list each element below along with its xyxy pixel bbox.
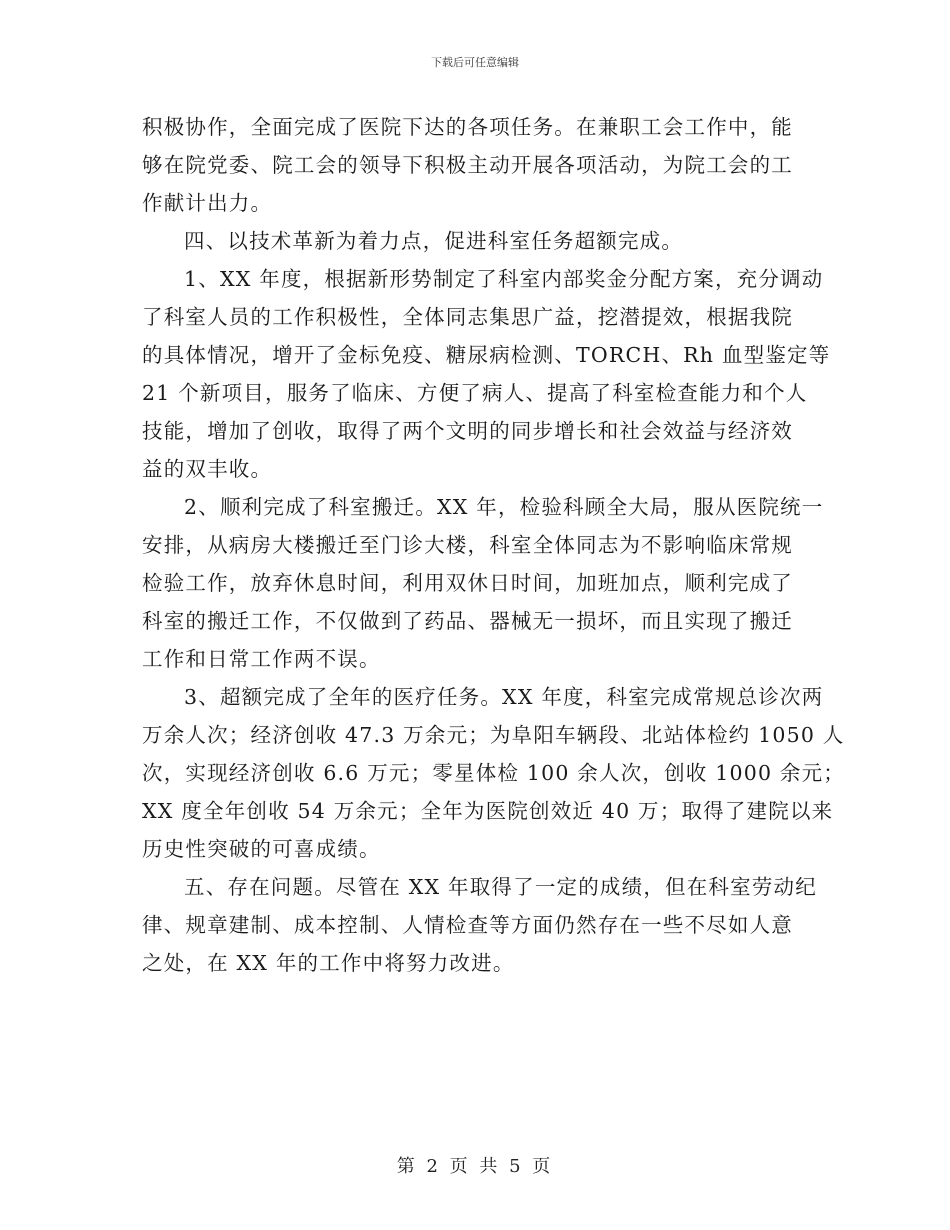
- body-line: 积极协作，全面完成了医院下达的各项任务。在兼职工会工作中，能: [142, 115, 793, 139]
- body-line: 工作和日常工作两不误。: [142, 647, 381, 671]
- body-line: 的具体情况，增开了金标免疫、糖尿病检测、TORCH、Rh 血型鉴定等: [142, 343, 831, 367]
- document-body: [142, 108, 845, 982]
- body-line: 了科室人员的工作积极性，全体同志集思广益，挖潜提效，根据我院: [142, 305, 793, 329]
- body-line: 次，实现经济创收 6.6 万元；零星体检 100 余人次，创收 1000 余元；: [142, 761, 845, 785]
- body-line: 万余人次；经济创收 47.3 万余元；为阜阳车辆段、北站体检约 1050 人: [142, 723, 845, 747]
- page-number: 第 2 页 共 5 页: [396, 1156, 554, 1177]
- body-line: 检验工作，放弃休息时间，利用双休日时间，加班加点，顺利完成了: [142, 571, 793, 595]
- body-line: 作献计出力。: [142, 191, 273, 215]
- body-line: 21 个新项目，服务了临床、方便了病人、提高了科室检查能力和个人: [142, 381, 808, 405]
- body-line: 之处，在 XX 年的工作中将努力改进。: [142, 951, 515, 975]
- body-line: 2、顺利完成了科室搬迁。XX 年，检验科顾全大局，服从医院统一: [184, 495, 824, 519]
- body-line: XX 度全年创收 54 万余元；全年为医院创效近 40 万；取得了建院以来: [142, 799, 834, 823]
- body-line: 3、超额完成了全年的医疗任务。XX 年度，科室完成常规总诊次两: [184, 685, 824, 709]
- body-line: 够在院党委、院工会的领导下积极主动开展各项活动，为院工会的工: [142, 153, 793, 177]
- section-heading: 五、存在问题。尽管在 XX 年取得了一定的成绩，但在科室劳动纪: [184, 875, 817, 899]
- body-line: 律、规章建制、成本控制、人情检查等方面仍然存在一些不尽如人意: [142, 913, 793, 937]
- body-line: 安排，从病房大楼搬迁至门诊大楼，科室全体同志为不影响临床常规: [142, 533, 793, 557]
- body-line: 技能，增加了创收，取得了两个文明的同步增长和社会效益与经济效: [142, 419, 793, 443]
- body-line: 1、XX 年度，根据新形势制定了科室内部奖金分配方案，充分调动: [184, 267, 824, 291]
- body-line: 科室的搬迁工作，不仅做到了药品、器械无一损坏，而且实现了搬迁: [142, 609, 793, 633]
- body-line: 益的双丰收。: [142, 457, 273, 481]
- section-heading: 四、以技术革新为着力点，促进科室任务超额完成。: [184, 229, 684, 253]
- page-header: 下载后可任意编辑: [431, 56, 519, 69]
- body-line: 历史性突破的可喜成绩。: [142, 837, 381, 861]
